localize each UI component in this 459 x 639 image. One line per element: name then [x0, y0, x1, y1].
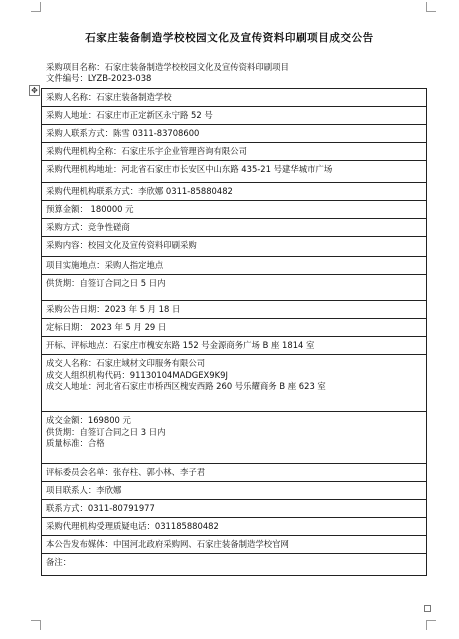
table-cell-text: 采购代理机构全称：石家庄乐宇企业管理咨询有限公司	[46, 146, 247, 156]
table-cell-text: 采购人联系方式：陈雪 0311-83708600	[46, 128, 200, 138]
table-row	[41, 107, 427, 125]
table-cell-text: 采购方式：竞争性磋商	[46, 222, 130, 232]
project-name: 采购项目名称：石家庄装备制造学校校园文化及宣传资料印刷项目	[46, 62, 289, 72]
table-move-handle-icon[interactable]: ✥	[29, 85, 40, 96]
table-cell-text: 成交人地址：河北省石家庄市桥西区槐安西路 260 号乐耀商务 B 座 623 室	[46, 381, 326, 391]
table-cell-text: 采购代理机构地址：河北省石家庄市长安区中山东路 435-21 号建华城市广场	[46, 164, 333, 174]
page-corner-mark-top-right	[426, 2, 436, 12]
table-row	[41, 275, 427, 301]
table-row	[41, 301, 427, 319]
table-cell-text: 质量标准：合格	[46, 438, 105, 448]
announcement-table	[41, 88, 427, 576]
table-row	[41, 500, 427, 518]
table-cell-text: 联系方式：0311-80791977	[46, 503, 155, 513]
table-row	[41, 482, 427, 500]
table-row	[41, 518, 427, 536]
table-row	[41, 201, 427, 219]
table-row	[41, 536, 427, 554]
table-row	[41, 412, 427, 464]
table-cell-text: 供货期：自签订合同之日 5 日内	[46, 278, 166, 288]
table-cell-text: 开标、评标地点：石家庄市槐安东路 152 号金源商务广场 B 座 1814 室	[46, 340, 315, 350]
file-number: 文件编号：LYZB-2023-038	[46, 73, 152, 83]
table-cell-text: 供货期：自签订合同之日 3 日内	[46, 426, 166, 437]
table-row	[41, 125, 427, 143]
table-cell-text: 成交人名称：石家庄域材文印服务有限公司	[46, 358, 206, 368]
table-cell-text: 成交人组织机构代码：91130104MADGEX9K9J	[46, 369, 228, 380]
table-cell-text: 采购公告日期：2023 年 5 月 18 日	[46, 304, 181, 314]
table-cell-text: 采购内容：校园文化及宣传资料印刷采购	[46, 240, 197, 250]
table-row	[41, 464, 427, 482]
table-row	[41, 161, 427, 183]
table-cell-text: 评标委员会名单：张存柱、郭小林、李子君	[46, 467, 206, 477]
table-cell-text: 采购代理机构联系方式：李欣娜 0311-85880482	[46, 186, 233, 196]
table-cell-text: 定标日期： 2023 年 5 月 29 日	[46, 322, 167, 332]
header-info	[46, 62, 289, 84]
table-cell-text: 采购人名称：石家庄装备制造学校	[46, 92, 172, 102]
table-row	[41, 89, 427, 107]
table-row	[41, 219, 427, 237]
table-row	[41, 257, 427, 275]
table-row	[41, 355, 427, 412]
page-corner-mark-bottom-left	[31, 620, 41, 630]
table-row	[41, 183, 427, 201]
table-cell-text: 采购人地址：石家庄市正定新区永宁路 52 号	[46, 110, 213, 120]
table-row	[41, 143, 427, 161]
table-cell-text: 备注：	[46, 557, 72, 567]
table-cell-text: 预算金额： 180000 元	[46, 204, 134, 214]
table-cell-text: 采购代理机构受理质疑电话：031185880482	[46, 521, 219, 531]
table-cell-text: 项目联系人：李欣娜	[46, 485, 122, 495]
table-cell-text: 成交金额：169800 元	[46, 415, 131, 425]
page-corner-mark-bottom-right	[426, 620, 436, 630]
table-cell-text: 本公告发布媒体：中国河北政府采购网、石家庄装备制造学校官网	[46, 539, 289, 549]
table-row	[41, 237, 427, 257]
table-row	[41, 319, 427, 337]
table-row	[41, 337, 427, 355]
table-row	[41, 554, 427, 576]
table-cell-text: 项目实施地点：采购人指定地点	[46, 260, 164, 270]
table-resize-handle-icon[interactable]	[424, 605, 431, 612]
document-title: 石家庄装备制造学校校园文化及宣传资料印刷项目成交公告	[85, 32, 374, 44]
page-corner-mark-top-left	[31, 2, 41, 12]
